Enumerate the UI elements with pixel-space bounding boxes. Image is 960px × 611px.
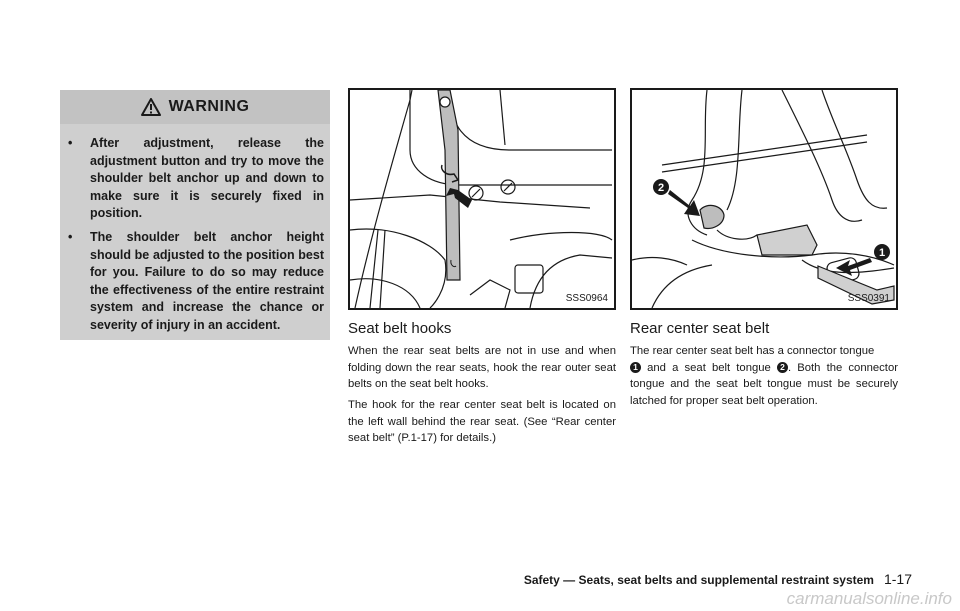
footer-title: Safety — Seats, seat belts and supplemental restraint system xyxy=(523,573,874,587)
rear-center-belt-paragraph: The rear center seat belt has a connector tongue 1 and a seat belt tongue 2 . Both the connector tongue and the seat belt tongue must be securely latched for proper seat belt operation. xyxy=(630,345,898,407)
warning-header xyxy=(60,90,330,124)
warning-list xyxy=(68,135,324,341)
figure-code: SSS0964 xyxy=(565,293,608,304)
rear-center-belt-illustration xyxy=(632,90,896,308)
seat-belt-hooks-heading: Seat belt hooks xyxy=(348,320,452,337)
watermark: carmanualsonline.info xyxy=(786,589,952,608)
warning-triangle-icon xyxy=(141,98,161,116)
seat-belt-hooks-paragraph: The hook for the rear center seat belt is located on the left wall behind the rear seat. (See “Rear center seat belt” (P.1-17) for details.) xyxy=(348,399,616,445)
rear-center-belt-heading: Rear center seat belt xyxy=(630,320,770,337)
seat-belt-hooks-paragraph: When the rear seat belts are not in use and when folding down the rear seats, hook the rear outer seat belts on the seat belt hooks. xyxy=(348,345,616,391)
warning-box xyxy=(60,90,330,340)
page-number: 1-17 xyxy=(883,571,912,587)
callout-2-label: 2 xyxy=(657,182,665,194)
warning-item: • After adjustment, release the adjustment button and try to move the shoulder belt anchor up and down to make sure it is securely fixed in position. xyxy=(68,136,324,221)
warning-title: WARNING xyxy=(168,98,250,115)
callout-1-icon: 1 xyxy=(630,362,641,373)
callout-1-label: 1 xyxy=(878,247,886,259)
page-footer xyxy=(524,571,912,587)
figure-rear-center-belt xyxy=(630,88,898,310)
seat-belt-hook-illustration xyxy=(350,90,614,308)
figure-code: SSS0391 xyxy=(847,293,890,304)
warning-item: • The shoulder belt anchor height should be adjusted to the position best for you. Failure to do so may reduce the effectiveness of the entire restraint system and increase the chance or severity of injury in an accident. xyxy=(68,229,324,332)
callout-2-icon: 2 xyxy=(777,362,788,373)
figure-seat-belt-hooks xyxy=(348,88,616,310)
